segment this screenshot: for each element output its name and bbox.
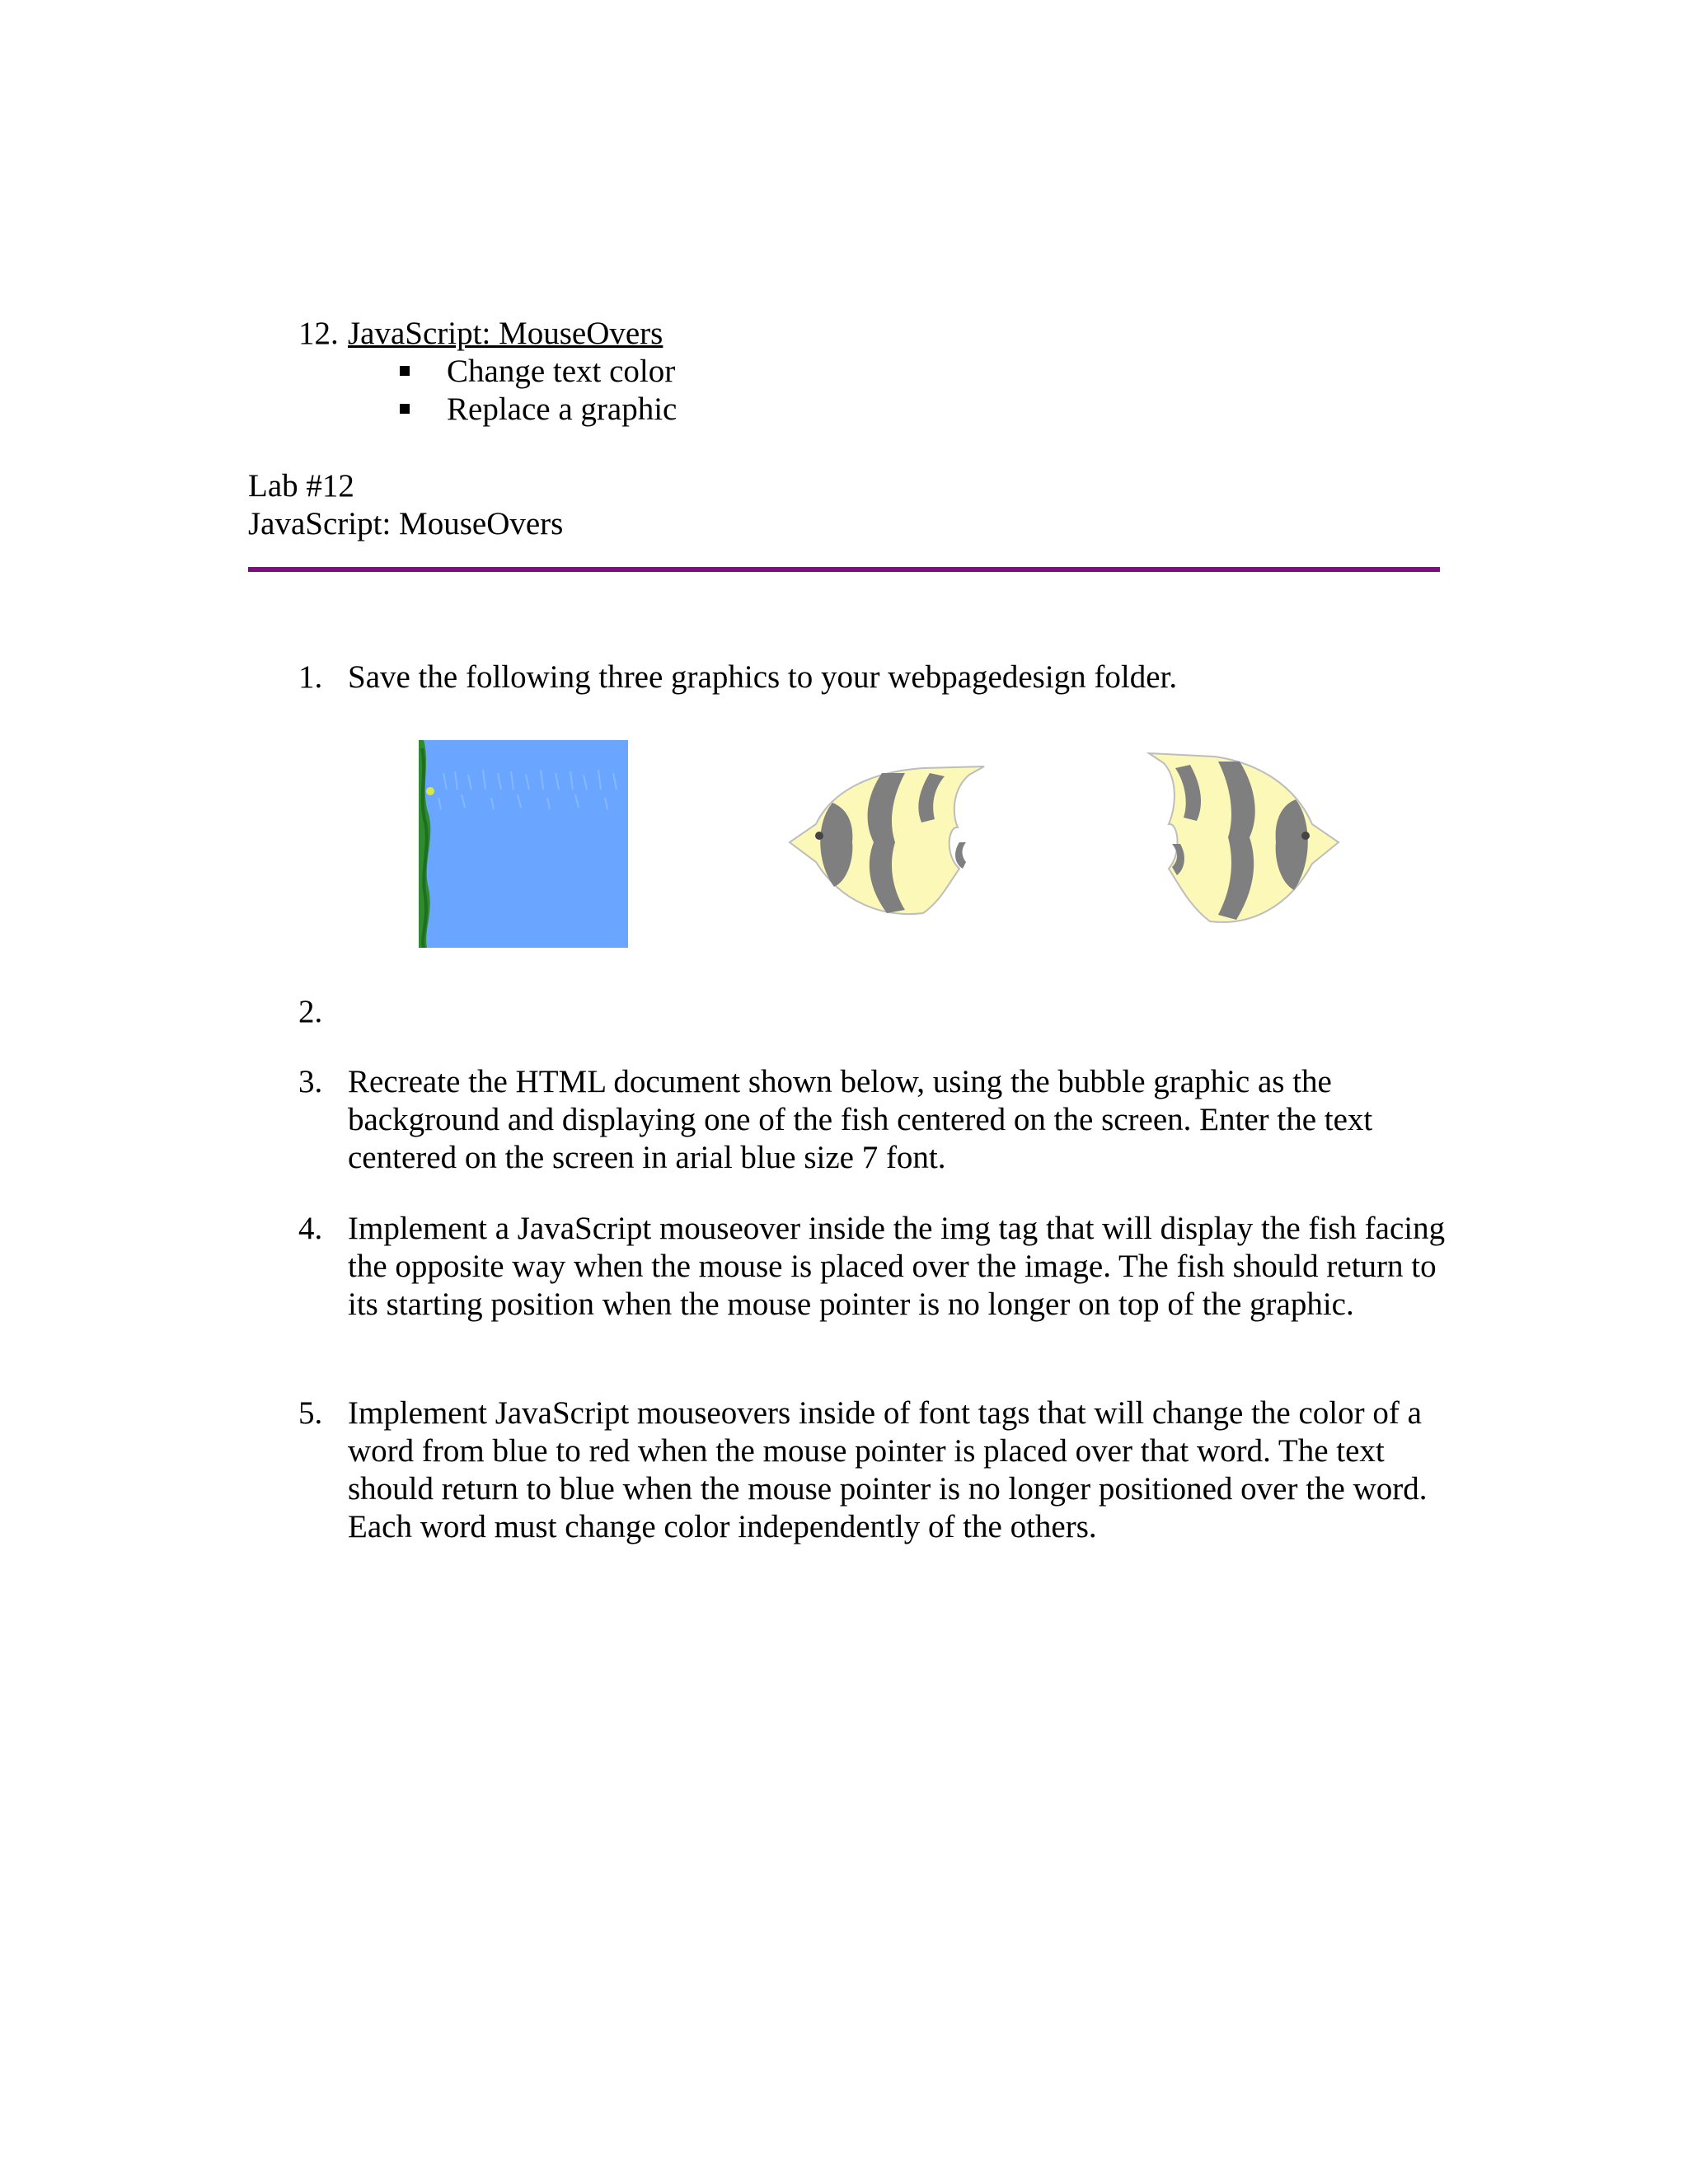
bullet-icon (400, 404, 410, 414)
outline-bullet-2: Replace a graphic (447, 391, 678, 427)
step-text: Recreate the HTML document shown below, using the bubble graphic as the background and displaying one of the fish centered on the screen. Enter the text centered on the screen in arial blue size 7 font. (348, 1064, 1373, 1175)
bubble-background-image (419, 740, 628, 948)
outline-number: 12. (298, 316, 339, 351)
fish-left-icon (783, 757, 989, 923)
step-number: 4. (298, 1211, 323, 1246)
horizontal-rule (248, 567, 1440, 572)
lab-subtitle: JavaScript: MouseOvers (248, 506, 564, 541)
outline-topic: JavaScript: MouseOvers (348, 316, 663, 351)
fish-right-icon (1144, 745, 1342, 933)
step-number: 5. (298, 1395, 323, 1431)
step-number: 3. (298, 1064, 323, 1099)
bullet-icon (400, 366, 410, 376)
outline-bullet-1: Change text color (447, 354, 676, 389)
lab-title: Lab #12 (248, 468, 354, 504)
step-text: Implement JavaScript mouseovers inside of font tags that will change the color of a word from blue to red when the mouse pointer is placed over that word. The text should return to blue when the mouse pointer is no longer positioned over the word. Each word must change color independently of the others. (348, 1395, 1428, 1544)
step-number: 2. (298, 994, 323, 1029)
step-number: 1. (298, 659, 323, 695)
step-text: Implement a JavaScript mouseover inside the img tag that will display the fish facing the opposite way when the mouse is placed over the image. The fish should return to its starting position when the mouse pointer is no longer on top of the graphic. (348, 1211, 1446, 1322)
step-text: Save the following three graphics to your webpagedesign folder. (348, 659, 1178, 695)
